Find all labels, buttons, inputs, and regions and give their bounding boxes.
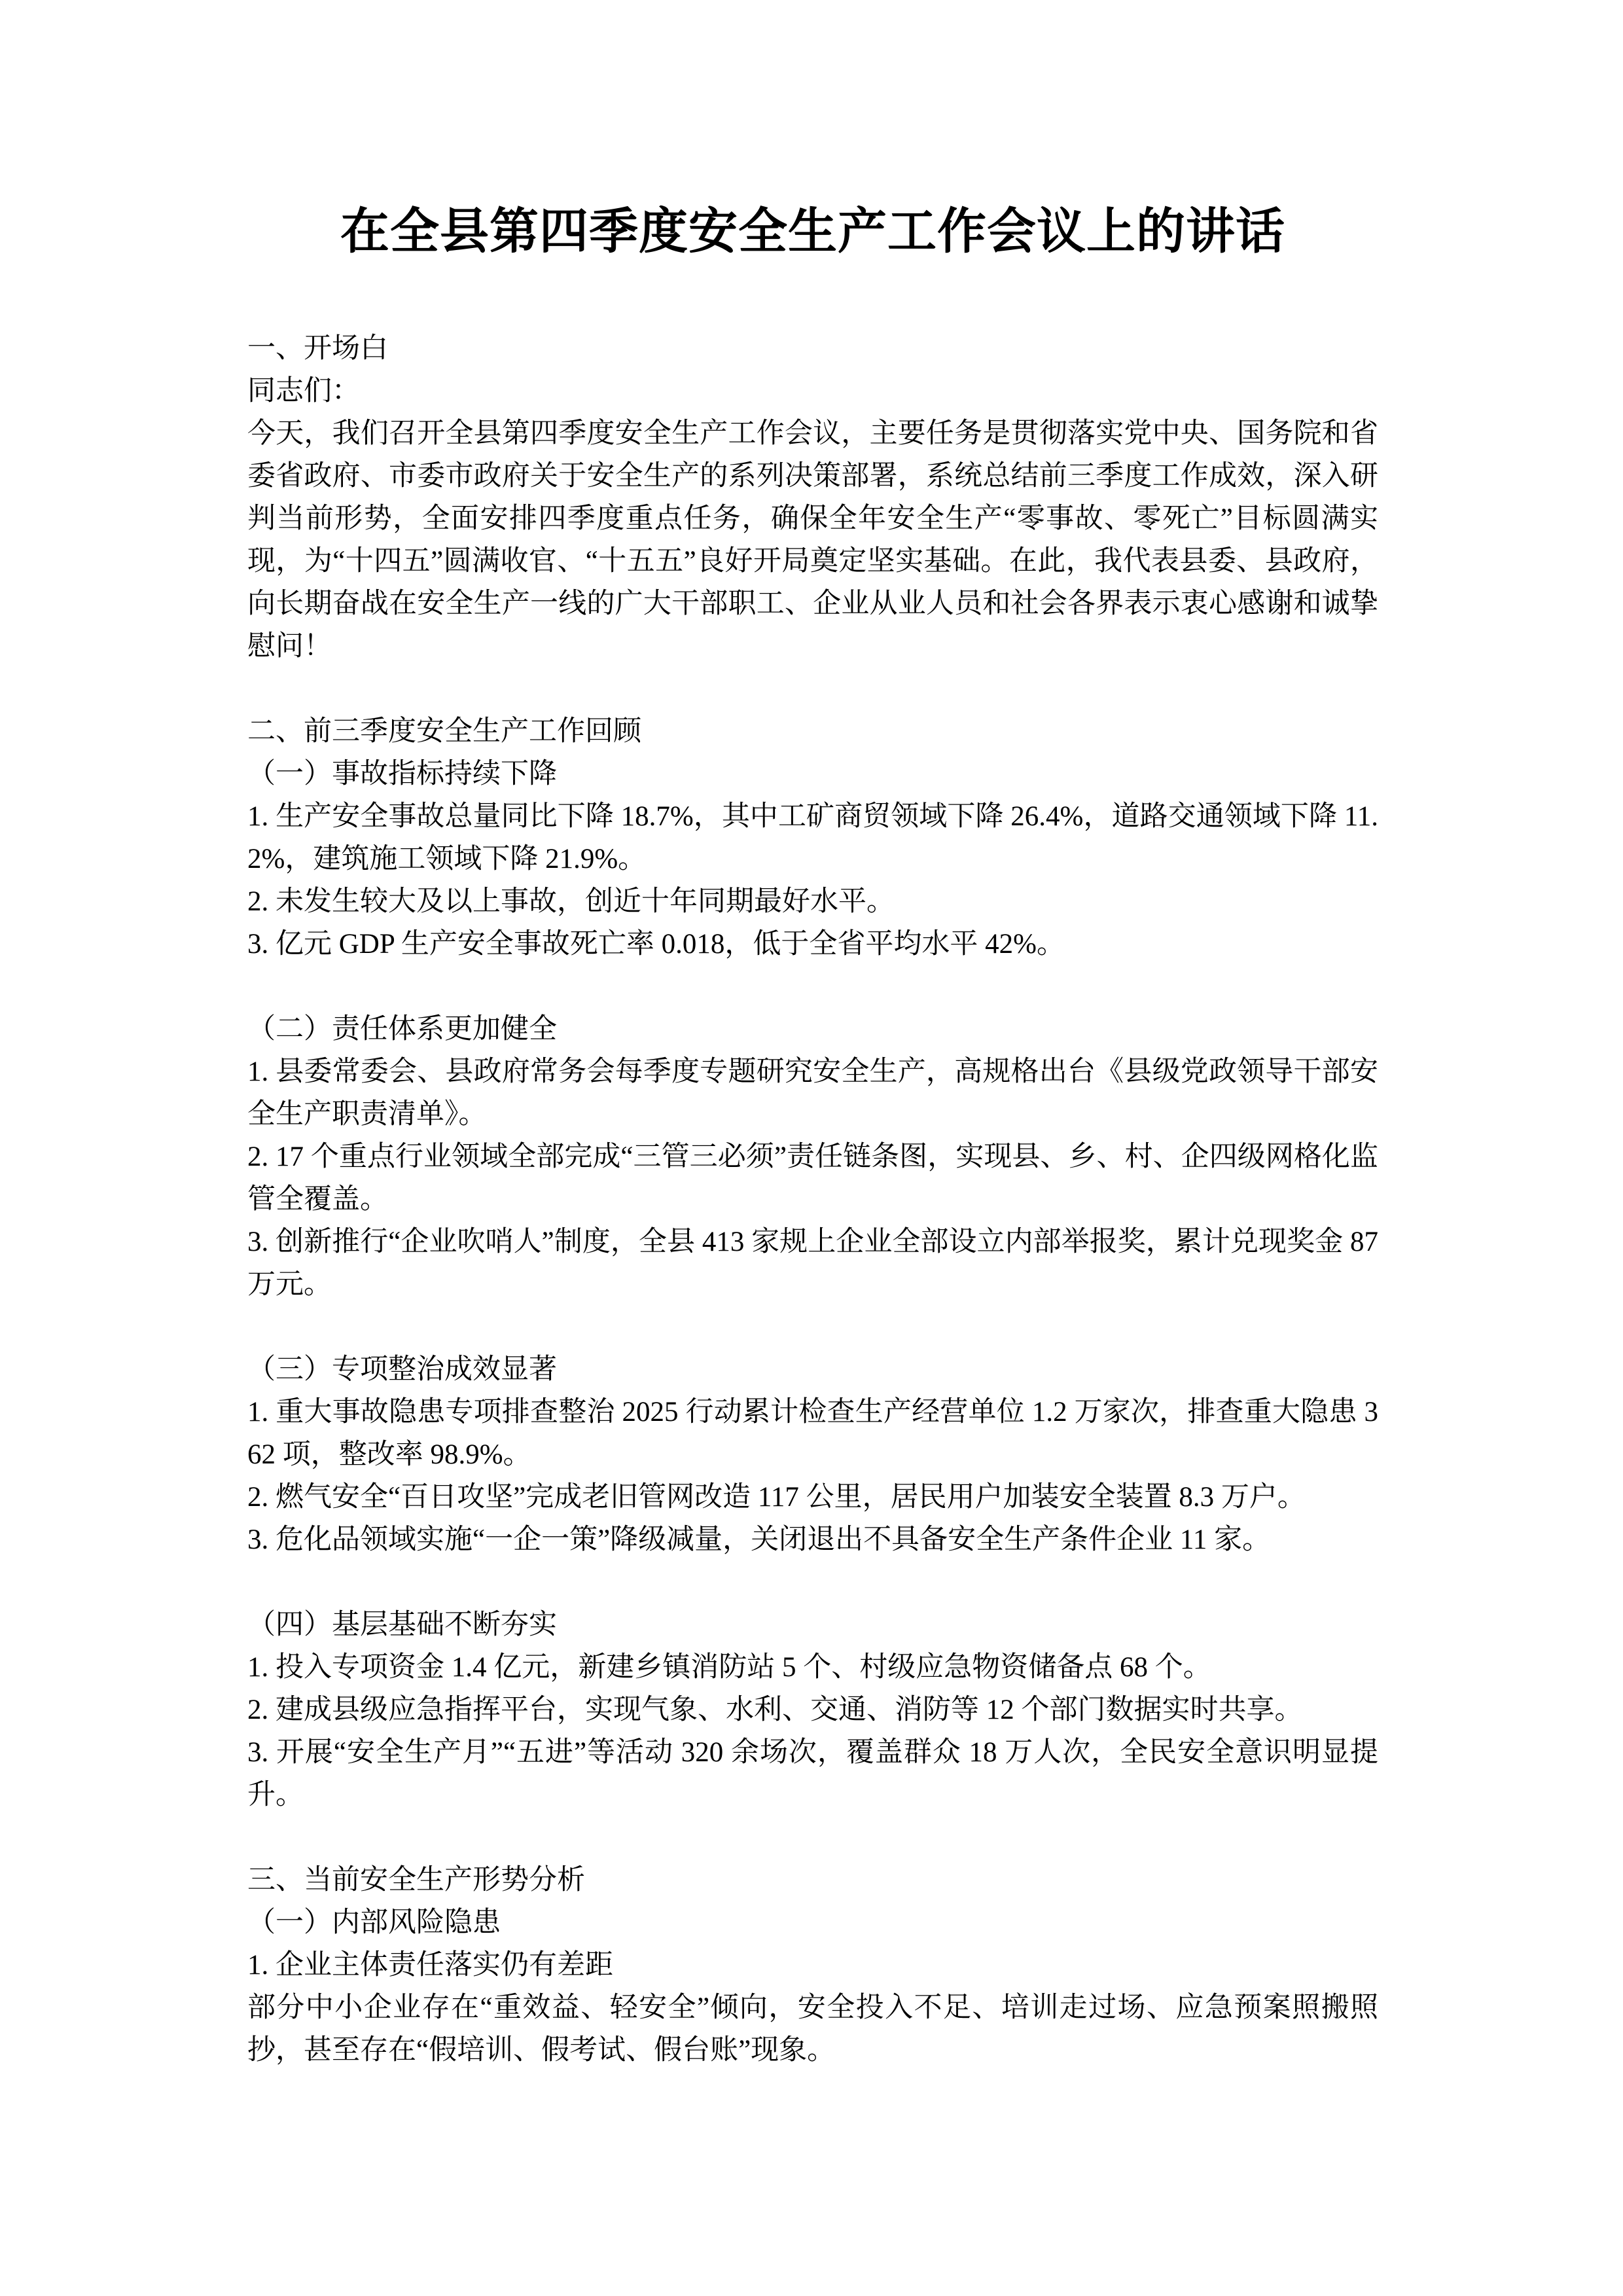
section-2-3-heading: （三）专项整治成效显著 [247,1354,557,1385]
list-item: 1. 生产安全事故总量同比下降 18.7%，其中工矿商贸领域下降 26.4%，道路交通领域下降 11.2%，建筑施工领域下降 21.9%。 [247,801,1378,874]
document-content [247,196,1378,2072]
list-item: 1. 投入专项资金 1.4 亿元，新建乡镇消防站 5 个、村级应急物资储备点 68 个。 [247,1652,1211,1683]
list-item: 2. 未发生较大及以上事故，创近十年同期最好水平。 [247,886,895,917]
list-item: 3. 开展“安全生产月”“五进”等活动 320 余场次，覆盖群众 18 万人次，全民安全意识明显提升。 [247,1737,1378,1810]
list-item: 2. 建成县级应急指挥平台，实现气象、水利、交通、消防等 12 个部门数据实时共享。 [247,1695,1303,1725]
section-3-1-heading: （一）内部风险隐患 [247,1907,501,1938]
section-2-heading: 二、前三季度安全生产工作回顾 [247,716,641,747]
section-2-2-heading: （二）责任体系更加健全 [247,1014,557,1045]
body-paragraph: 部分中小企业存在“重效益、轻安全”倾向，安全投入不足、培训走过场、应急预案照搬照抄，甚至存在“假培训、假考试、假台账”现象。 [247,1992,1378,2066]
list-item: 3. 危化品领域实施“一企一策”降级减量，关闭退出不具备安全生产条件企业 11 家。 [247,1524,1271,1555]
list-item: 1. 企业主体责任落实仍有差距 [247,1950,613,1981]
list-item: 3. 亿元 GDP 生产安全事故死亡率 0.018，低于全省平均水平 42%。 [247,929,1065,960]
list-item: 3. 创新推行“企业吹哨人”制度，全县 413 家规上企业全部设立内部举报奖，累计兑现奖金 87 万元。 [247,1227,1378,1300]
opening-paragraph: 今天，我们召开全县第四季度安全生产工作会议，主要任务是贯彻落实党中央、国务院和省委省政府、市委市政府关于安全生产的系列决策部署，系统总结前三季度工作成效，深入研判当前形势，全面安排四季度重点任务，确保全年安全生产“零事故、零死亡”目标圆满实现，为“十四五”圆满收官、“十五五”良好开局奠定坚实基础。在此，我代表县委、县政府，向长期奋战在安全生产一线的广大干部职工、企业从业人员和社会各界表示衷心感谢和诚挚慰问！ [247,418,1378,662]
section-2-4-heading: （四）基层基础不断夯实 [247,1609,557,1640]
section-2-1-heading: （一）事故指标持续下降 [247,759,557,789]
list-item: 1. 重大事故隐患专项排查整治 2025 行动累计检查生产经营单位 1.2 万家次，排查重大隐患 362 项，整改率 98.9%。 [247,1397,1378,1470]
salutation: 同志们： [247,376,360,406]
list-item: 2. 17 个重点行业领域全部完成“三管三必须”责任链条图，实现县、乡、村、企四级网格化监管全覆盖。 [247,1141,1378,1215]
section-3-heading: 三、当前安全生产形势分析 [247,1865,585,1895]
list-item: 2. 燃气安全“百日攻坚”完成老旧管网改造 117 公里，居民用户加装安全装置 8.3 万户。 [247,1482,1306,1513]
document-title: 在全县第四季度安全生产工作会议上的讲话 [340,205,1285,259]
list-item: 1. 县委常委会、县政府常务会每季度专题研究安全生产，高规格出台《县级党政领导干部安全生产职责清单》。 [247,1056,1378,1130]
section-1-heading: 一、开场白 [247,333,388,364]
